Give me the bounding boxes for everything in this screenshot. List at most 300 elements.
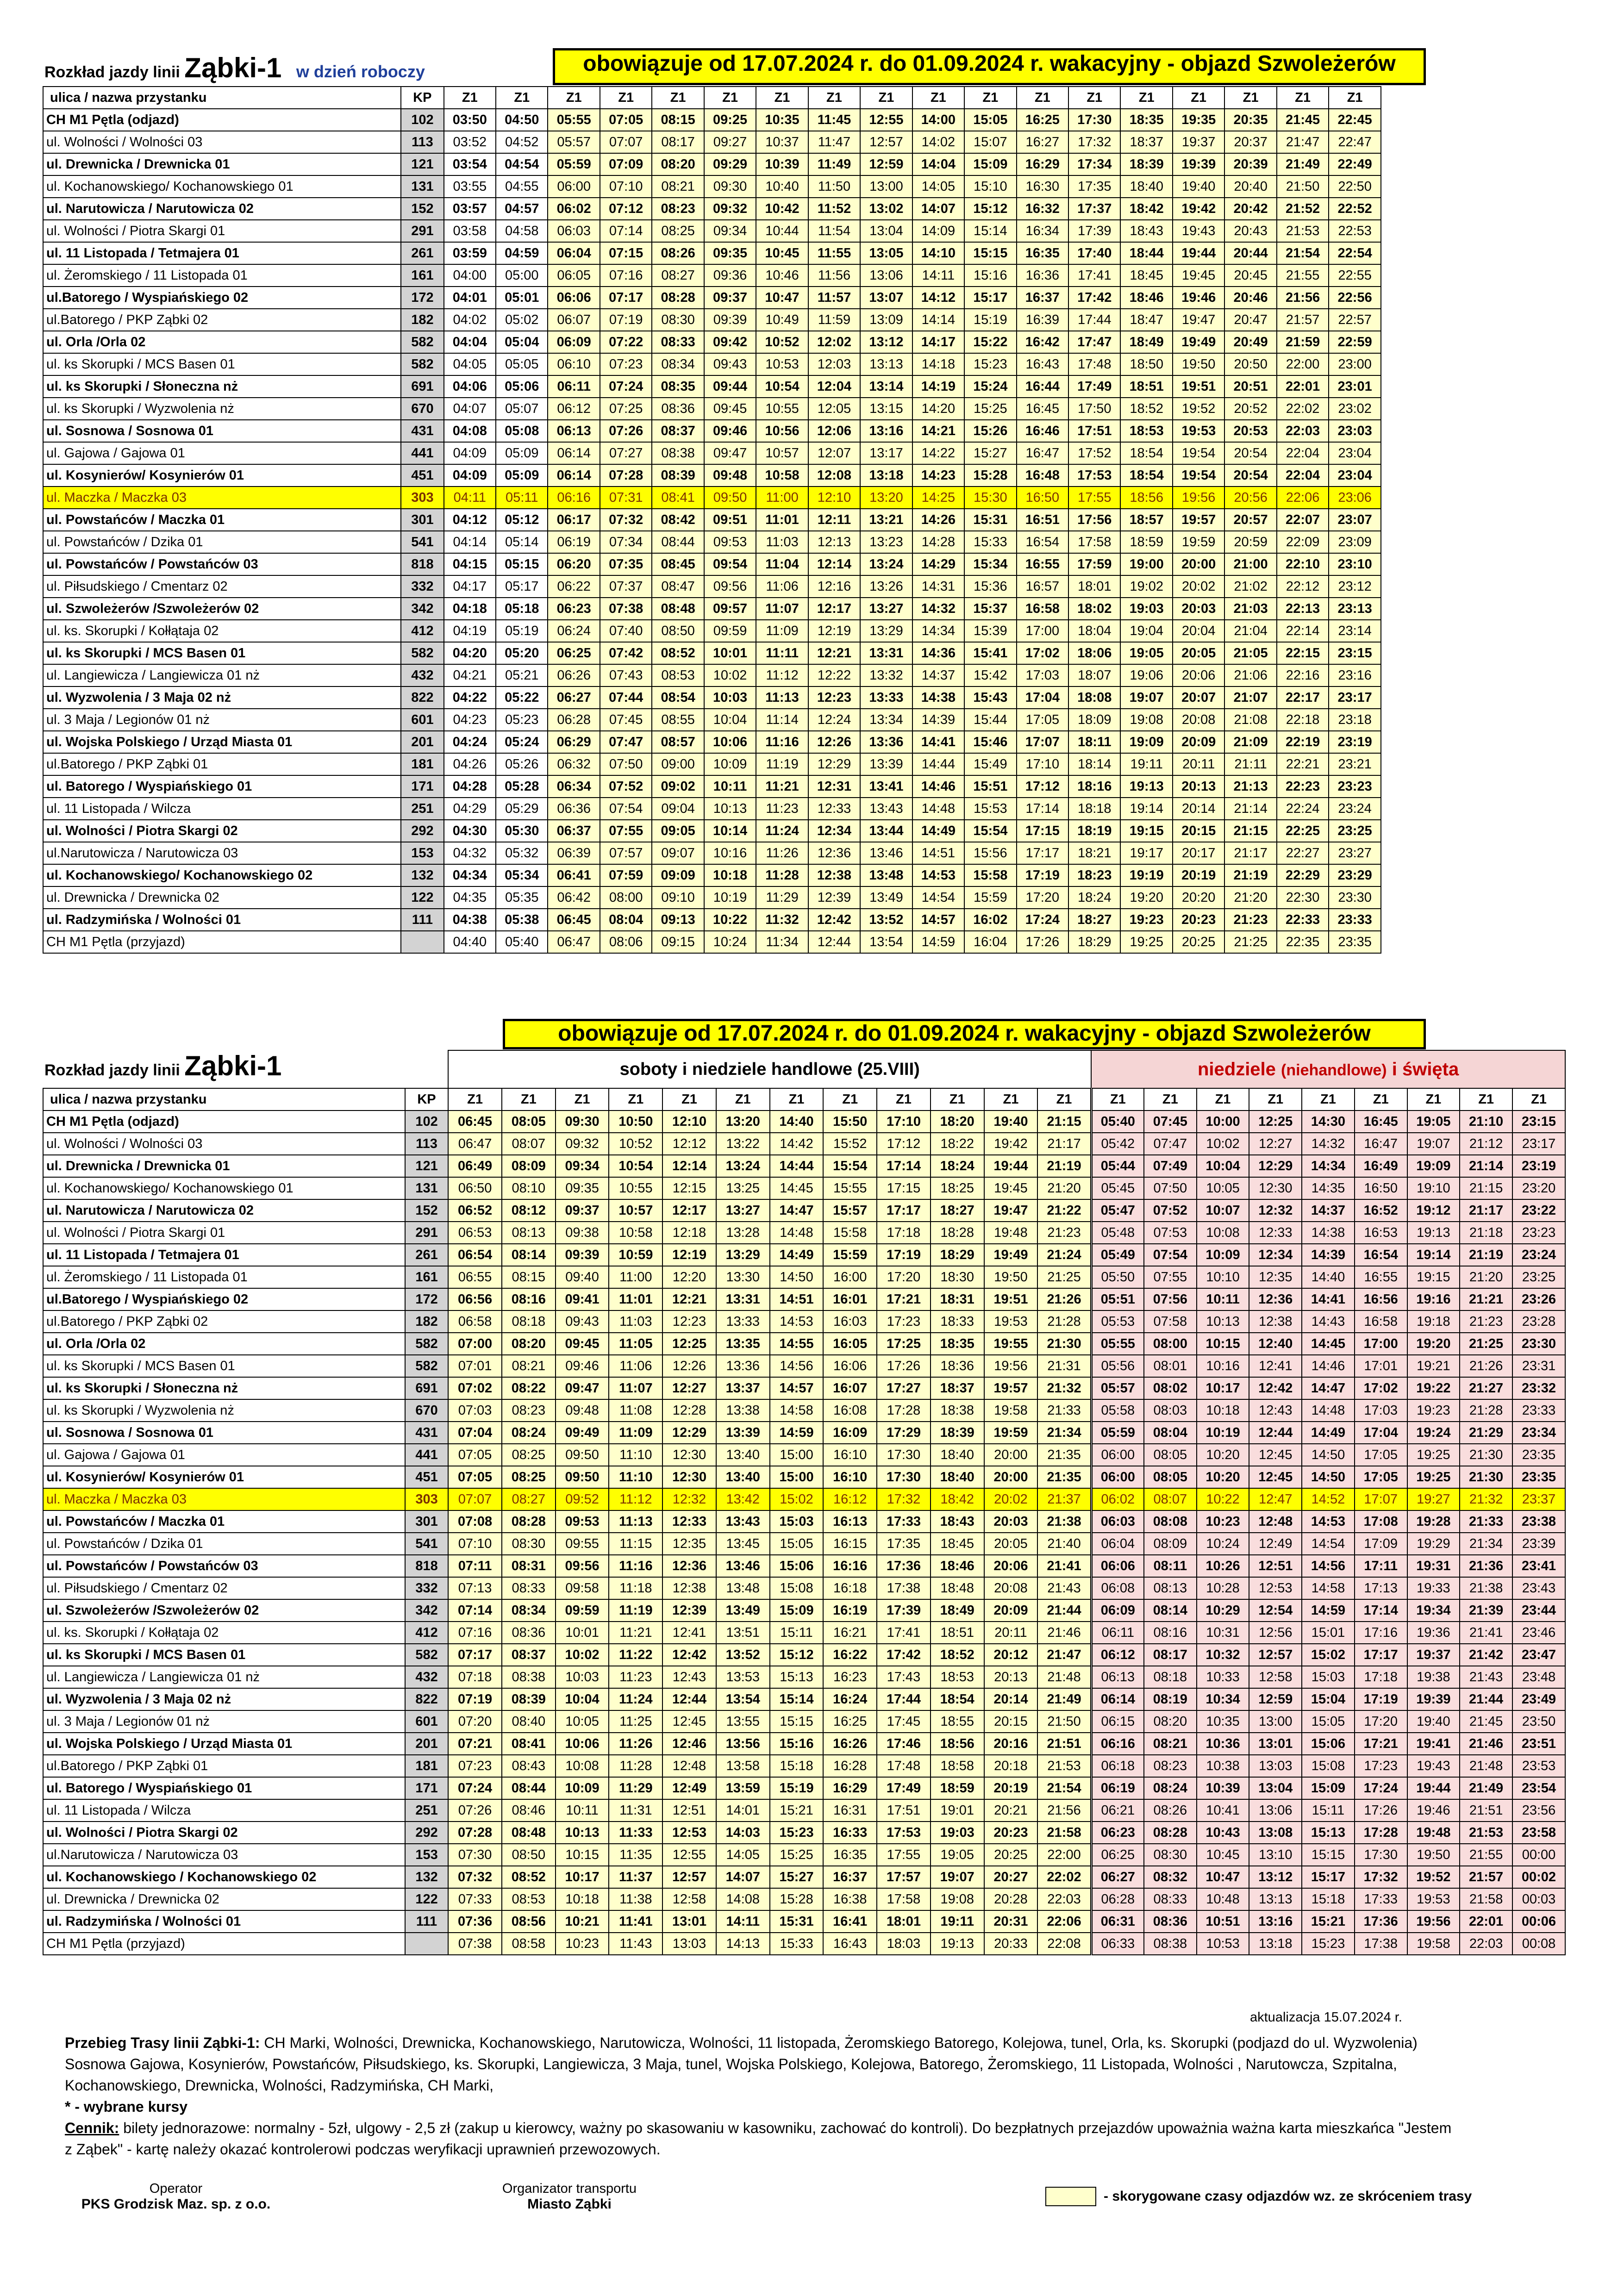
sunday-departure-time: 05:57 xyxy=(1091,1377,1144,1399)
departure-time: 18:11 xyxy=(1068,731,1120,753)
stop-kp: 822 xyxy=(401,686,443,709)
line-name: Ząbki-1 xyxy=(184,1050,282,1081)
departure-time: 11:52 xyxy=(808,198,860,220)
departure-time: 13:44 xyxy=(860,820,912,842)
departure-time: 15:44 xyxy=(964,709,1016,731)
departure-time: 20:54 xyxy=(1224,442,1276,464)
departure-time: 14:25 xyxy=(912,487,964,509)
sunday-departure-time: 12:32 xyxy=(1249,1199,1302,1222)
sunday-departure-time: 12:30 xyxy=(1249,1177,1302,1199)
saturday-departure-time: 15:00 xyxy=(770,1466,824,1488)
departure-time: 09:25 xyxy=(704,109,756,131)
saturday-departure-time: 18:27 xyxy=(931,1199,984,1222)
departure-time: 13:27 xyxy=(860,598,912,620)
departure-time: 19:59 xyxy=(1173,531,1224,553)
departure-time: 04:04 xyxy=(444,331,496,353)
saturday-departure-time: 10:11 xyxy=(556,1799,609,1822)
saturday-departure-time: 20:25 xyxy=(984,1844,1038,1866)
weekday-title xyxy=(44,52,425,84)
departure-time: 18:40 xyxy=(1120,175,1172,198)
departure-time: 12:19 xyxy=(808,620,860,642)
departure-time: 04:20 xyxy=(444,642,496,664)
sunday-departure-time: 06:06 xyxy=(1091,1555,1144,1577)
sunday-departure-time: 07:56 xyxy=(1144,1288,1197,1310)
saturday-departure-time: 18:51 xyxy=(931,1622,984,1644)
saturday-departure-time: 18:03 xyxy=(877,1933,931,1955)
stop-name: ul.Batorego / Wyspiańskiego 02 xyxy=(43,1288,405,1310)
departure-time: 12:06 xyxy=(808,420,860,442)
stop-kp: 131 xyxy=(401,175,443,198)
departure-time: 06:41 xyxy=(548,864,600,886)
departure-time: 23:24 xyxy=(1329,798,1381,820)
stop-kp: 691 xyxy=(405,1377,448,1399)
saturday-departure-time: 17:49 xyxy=(877,1777,931,1799)
table-row xyxy=(43,575,1381,598)
sunday-departure-time: 19:46 xyxy=(1407,1799,1460,1822)
table-row xyxy=(43,109,1381,131)
saturday-departure-time: 16:19 xyxy=(823,1599,877,1622)
stop-name: ul. ks Skorupki / Słoneczna nż xyxy=(43,1377,405,1399)
sunday-departure-time: 08:09 xyxy=(1144,1533,1197,1555)
departure-time: 16:39 xyxy=(1017,309,1068,331)
sunday-departure-time: 16:58 xyxy=(1355,1310,1407,1333)
saturday-departure-time: 12:43 xyxy=(662,1666,716,1688)
departure-time: 21:17 xyxy=(1224,842,1276,864)
sunday-departure-time: 15:08 xyxy=(1302,1755,1355,1777)
departure-time: 18:44 xyxy=(1120,242,1172,264)
departure-time: 05:32 xyxy=(496,842,548,864)
departure-time: 05:14 xyxy=(496,531,548,553)
saturday-departure-time: 15:50 xyxy=(823,1111,877,1133)
departure-time: 11:12 xyxy=(756,664,808,686)
departure-time: 08:52 xyxy=(652,642,704,664)
saturday-departure-time: 12:14 xyxy=(662,1155,716,1177)
table-row xyxy=(43,1555,1565,1577)
sunday-departure-time: 10:26 xyxy=(1197,1555,1249,1577)
stop-name: ul. Wolności / Piotra Skargi 02 xyxy=(43,1822,405,1844)
departure-time: 22:24 xyxy=(1277,798,1329,820)
sunday-departure-time: 23:38 xyxy=(1512,1510,1565,1533)
operator-name: PKS Grodzisk Maz. sp. z o.o. xyxy=(81,2196,271,2212)
sunday-departure-time: 06:09 xyxy=(1091,1599,1144,1622)
saturday-departure-time: 08:12 xyxy=(502,1199,556,1222)
departure-time: 16:02 xyxy=(964,909,1016,931)
sunday-departure-time: 23:56 xyxy=(1512,1799,1565,1822)
departure-time: 05:34 xyxy=(496,864,548,886)
departure-time: 11:01 xyxy=(756,509,808,531)
validity-banner: obowiązuje od 17.07.2024 r. do 01.09.2024 r. wakacyjny - objazd Szwoleżerów xyxy=(553,48,1426,85)
sunday-departure-time: 14:40 xyxy=(1302,1266,1355,1288)
departure-time: 08:26 xyxy=(652,242,704,264)
sunday-departure-time: 15:06 xyxy=(1302,1733,1355,1755)
departure-time: 06:28 xyxy=(548,709,600,731)
departure-time: 08:23 xyxy=(652,198,704,220)
departure-time: 06:23 xyxy=(548,598,600,620)
sunday-departure-time: 13:13 xyxy=(1249,1888,1302,1910)
departure-time: 04:07 xyxy=(444,398,496,420)
departure-time: 14:17 xyxy=(912,331,964,353)
stop-name: ul. Powstańców / Powstańców 03 xyxy=(43,553,401,575)
sunday-departure-time: 08:19 xyxy=(1144,1688,1197,1710)
price-label: Cennik: xyxy=(65,2120,119,2136)
table-row xyxy=(43,731,1381,753)
departure-time: 14:10 xyxy=(912,242,964,264)
departure-time: 22:16 xyxy=(1277,664,1329,686)
sunday-departure-time: 17:05 xyxy=(1355,1466,1407,1488)
departure-time: 04:29 xyxy=(444,798,496,820)
departure-time: 08:30 xyxy=(652,309,704,331)
departure-time: 22:25 xyxy=(1277,820,1329,842)
saturday-departure-time: 20:03 xyxy=(984,1510,1038,1533)
departure-time: 23:01 xyxy=(1329,375,1381,398)
table-row xyxy=(43,353,1381,375)
sunday-departure-time: 08:28 xyxy=(1144,1822,1197,1844)
departure-time: 05:55 xyxy=(548,109,600,131)
saturday-departure-time: 14:08 xyxy=(716,1888,770,1910)
departure-time: 09:59 xyxy=(704,620,756,642)
sunday-departure-time: 10:07 xyxy=(1197,1199,1249,1222)
saturday-departure-time: 18:48 xyxy=(931,1577,984,1599)
departure-time: 19:19 xyxy=(1120,864,1172,886)
saturday-departure-time: 16:00 xyxy=(823,1266,877,1288)
line-name: Ząbki-1 xyxy=(184,52,282,83)
saturday-departure-time: 09:39 xyxy=(556,1244,609,1266)
stop-kp: 181 xyxy=(405,1755,448,1777)
departure-time: 22:47 xyxy=(1329,131,1381,153)
departure-time: 13:33 xyxy=(860,686,912,709)
sunday-departure-time: 21:48 xyxy=(1460,1755,1512,1777)
departure-time: 21:45 xyxy=(1277,109,1329,131)
table-row xyxy=(43,1622,1565,1644)
saturday-departure-time: 16:24 xyxy=(823,1688,877,1710)
departure-time: 20:13 xyxy=(1173,775,1224,798)
departure-time: 17:35 xyxy=(1068,175,1120,198)
saturday-departure-time: 07:02 xyxy=(448,1377,502,1399)
saturday-departure-time: 10:04 xyxy=(556,1688,609,1710)
stop-kp: 451 xyxy=(401,464,443,487)
departure-time: 12:38 xyxy=(808,864,860,886)
departure-time: 07:22 xyxy=(600,331,652,353)
saturday-departure-time: 20:21 xyxy=(984,1799,1038,1822)
sunday-departure-time: 05:40 xyxy=(1091,1111,1144,1133)
departure-time: 18:49 xyxy=(1120,331,1172,353)
saturday-departure-time: 11:22 xyxy=(609,1644,662,1666)
trip-header: Z1 xyxy=(496,87,548,109)
stop-name: ul. Żeromskiego / 11 Listopada 01 xyxy=(43,1266,405,1288)
stop-kp: 342 xyxy=(401,598,443,620)
departure-time: 15:58 xyxy=(964,864,1016,886)
stop-name: ul. Sosnowa / Sosnowa 01 xyxy=(43,1422,405,1444)
organizer-block xyxy=(463,2181,676,2212)
departure-time: 20:03 xyxy=(1173,598,1224,620)
departure-time: 07:59 xyxy=(600,864,652,886)
departure-time: 07:26 xyxy=(600,420,652,442)
saturday-departure-time: 20:28 xyxy=(984,1888,1038,1910)
sunday-departure-time: 13:16 xyxy=(1249,1910,1302,1933)
departure-time: 08:36 xyxy=(652,398,704,420)
saturday-departure-time: 18:31 xyxy=(931,1288,984,1310)
table-row xyxy=(43,1599,1565,1622)
departure-time: 11:26 xyxy=(756,842,808,864)
table-row xyxy=(43,1444,1565,1466)
departure-time: 11:49 xyxy=(808,153,860,175)
stop-kp: 303 xyxy=(405,1488,448,1510)
saturday-departure-time: 13:22 xyxy=(716,1133,770,1155)
stop-kp: 332 xyxy=(405,1577,448,1599)
saturday-departure-time: 06:55 xyxy=(448,1266,502,1288)
sunday-departure-time: 06:31 xyxy=(1091,1910,1144,1933)
departure-time: 07:07 xyxy=(600,131,652,153)
departure-time: 13:48 xyxy=(860,864,912,886)
sunday-departure-time: 14:32 xyxy=(1302,1133,1355,1155)
saturday-departure-time: 07:00 xyxy=(448,1333,502,1355)
departure-time: 18:24 xyxy=(1068,886,1120,909)
saturday-departure-time: 18:59 xyxy=(931,1777,984,1799)
sunday-departure-time: 16:53 xyxy=(1355,1222,1407,1244)
departure-time: 08:41 xyxy=(652,487,704,509)
departure-time: 13:52 xyxy=(860,909,912,931)
saturday-departure-time: 14:03 xyxy=(716,1822,770,1844)
sunday-departure-time: 00:08 xyxy=(1512,1933,1565,1955)
table-row xyxy=(43,709,1381,731)
saturday-departure-time: 17:41 xyxy=(877,1622,931,1644)
sunday-departure-time: 14:37 xyxy=(1302,1199,1355,1222)
sunday-departure-time: 21:51 xyxy=(1460,1799,1512,1822)
departure-time: 12:07 xyxy=(808,442,860,464)
saturday-departure-time: 16:43 xyxy=(823,1933,877,1955)
saturday-departure-time: 18:55 xyxy=(931,1710,984,1733)
stop-name: ul. Żeromskiego / 11 Listopada 01 xyxy=(43,264,401,287)
saturday-departure-time: 11:41 xyxy=(609,1910,662,1933)
stop-name: ul. Wolności / Piotra Skargi 01 xyxy=(43,220,401,242)
saturday-departure-time: 08:30 xyxy=(502,1533,556,1555)
saturday-departure-time: 21:30 xyxy=(1037,1333,1091,1355)
departure-time: 21:04 xyxy=(1224,620,1276,642)
departure-time: 04:08 xyxy=(444,420,496,442)
departure-time: 12:42 xyxy=(808,909,860,931)
departure-time: 04:54 xyxy=(496,153,548,175)
saturday-departure-time: 21:49 xyxy=(1037,1688,1091,1710)
sunday-departure-time: 23:17 xyxy=(1512,1133,1565,1155)
saturday-departure-time: 15:18 xyxy=(770,1755,824,1777)
saturday-departure-time: 08:28 xyxy=(502,1510,556,1533)
departure-time: 08:39 xyxy=(652,464,704,487)
stop-kp: 102 xyxy=(401,109,443,131)
departure-time: 07:28 xyxy=(600,464,652,487)
departure-time: 06:27 xyxy=(548,686,600,709)
saturday-departure-time: 10:52 xyxy=(609,1133,662,1155)
sunday-departure-time: 19:34 xyxy=(1407,1599,1460,1622)
saturday-departure-time: 08:43 xyxy=(502,1755,556,1777)
stop-name: ul. Radzymińska / Wolności 01 xyxy=(43,1910,405,1933)
departure-time: 16:30 xyxy=(1017,175,1068,198)
departure-time: 12:21 xyxy=(808,642,860,664)
saturday-departure-time: 13:35 xyxy=(716,1333,770,1355)
saturday-departure-time: 06:47 xyxy=(448,1133,502,1155)
departure-time: 13:09 xyxy=(860,309,912,331)
departure-time: 18:51 xyxy=(1120,375,1172,398)
sunday-departure-time: 12:34 xyxy=(1249,1244,1302,1266)
departure-time: 20:17 xyxy=(1173,842,1224,864)
saturday-departure-time: 09:52 xyxy=(556,1488,609,1510)
sunday-departure-time: 06:25 xyxy=(1091,1844,1144,1866)
sunday-departure-time: 14:52 xyxy=(1302,1488,1355,1510)
stop-kp: 432 xyxy=(401,664,443,686)
sunday-departure-time: 22:03 xyxy=(1460,1933,1512,1955)
sunday-departure-time: 21:53 xyxy=(1460,1822,1512,1844)
table-row xyxy=(43,1755,1565,1777)
saturday-departure-time: 17:42 xyxy=(877,1644,931,1666)
saturday-departure-time: 12:26 xyxy=(662,1355,716,1377)
saturday-departure-time: 21:32 xyxy=(1037,1377,1091,1399)
departure-time: 06:07 xyxy=(548,309,600,331)
departure-time: 03:55 xyxy=(444,175,496,198)
departure-time: 10:44 xyxy=(756,220,808,242)
saturday-departure-time: 08:39 xyxy=(502,1688,556,1710)
departure-time: 09:10 xyxy=(652,886,704,909)
sunday-departure-time: 12:27 xyxy=(1249,1133,1302,1155)
saturday-departure-time: 18:01 xyxy=(877,1910,931,1933)
stop-kp xyxy=(405,1933,448,1955)
departure-time: 06:42 xyxy=(548,886,600,909)
sunday-departure-time: 17:16 xyxy=(1355,1622,1407,1644)
stop-name: CH M1 Pętla (przyjazd) xyxy=(43,931,401,953)
stop-kp: 291 xyxy=(401,220,443,242)
saturday-departure-time: 14:58 xyxy=(770,1399,824,1422)
departure-time: 15:54 xyxy=(964,820,1016,842)
sunday-departure-time: 21:46 xyxy=(1460,1733,1512,1755)
departure-time: 17:58 xyxy=(1068,531,1120,553)
stop-name: ul.Batorego / PKP Ząbki 02 xyxy=(43,1310,405,1333)
departure-time: 23:03 xyxy=(1329,420,1381,442)
saturday-departure-time: 09:45 xyxy=(556,1333,609,1355)
saturday-departure-time: 20:00 xyxy=(984,1444,1038,1466)
departure-time: 18:14 xyxy=(1068,753,1120,775)
saturday-departure-time: 12:35 xyxy=(662,1533,716,1555)
sunday-departure-time: 07:49 xyxy=(1144,1155,1197,1177)
sunday-departure-time: 17:11 xyxy=(1355,1555,1407,1577)
departure-time: 13:06 xyxy=(860,264,912,287)
departure-time: 05:59 xyxy=(548,153,600,175)
day-type: w dzień roboczy xyxy=(296,62,425,81)
sunday-departure-time: 19:41 xyxy=(1407,1733,1460,1755)
departure-time: 14:44 xyxy=(912,753,964,775)
sunday-departure-time: 23:41 xyxy=(1512,1555,1565,1577)
saturday-departure-time: 21:35 xyxy=(1037,1444,1091,1466)
sunday-departure-time: 13:04 xyxy=(1249,1777,1302,1799)
table-row xyxy=(43,1111,1565,1133)
departure-time: 04:57 xyxy=(496,198,548,220)
stop-kp: 152 xyxy=(405,1199,448,1222)
departure-time: 04:28 xyxy=(444,775,496,798)
departure-time: 20:44 xyxy=(1224,242,1276,264)
sunday-departure-time: 06:14 xyxy=(1091,1688,1144,1710)
departure-time: 07:27 xyxy=(600,442,652,464)
sunday-departure-time: 12:45 xyxy=(1249,1444,1302,1466)
saturday-departure-time: 10:17 xyxy=(556,1866,609,1888)
departure-time: 13:12 xyxy=(860,331,912,353)
stop-name: ul. Batorego / Wyspiańskiego 01 xyxy=(43,775,401,798)
departure-time: 12:59 xyxy=(860,153,912,175)
departure-time: 20:56 xyxy=(1224,487,1276,509)
stop-kp: 111 xyxy=(405,1910,448,1933)
departure-time: 16:55 xyxy=(1017,553,1068,575)
departure-time: 10:57 xyxy=(756,442,808,464)
sunday-departure-time: 15:17 xyxy=(1302,1866,1355,1888)
saturday-departure-time: 06:52 xyxy=(448,1199,502,1222)
departure-time: 13:17 xyxy=(860,442,912,464)
stop-kp: 292 xyxy=(405,1822,448,1844)
departure-time: 13:16 xyxy=(860,420,912,442)
sunday-departure-time: 16:49 xyxy=(1355,1155,1407,1177)
saturday-departure-time: 10:13 xyxy=(556,1822,609,1844)
sunday-departure-time: 19:05 xyxy=(1407,1111,1460,1133)
departure-time: 19:54 xyxy=(1173,464,1224,487)
saturday-departure-time: 07:24 xyxy=(448,1777,502,1799)
saturday-departure-time: 21:24 xyxy=(1037,1244,1091,1266)
stop-kp: 332 xyxy=(401,575,443,598)
saturday-departure-time: 09:38 xyxy=(556,1222,609,1244)
departure-time: 07:31 xyxy=(600,487,652,509)
stop-kp: 582 xyxy=(405,1333,448,1355)
departure-time: 21:49 xyxy=(1277,153,1329,175)
sunday-departure-time: 14:47 xyxy=(1302,1377,1355,1399)
saturday-departure-time: 18:20 xyxy=(931,1111,984,1133)
stop-kp: 132 xyxy=(405,1866,448,1888)
departure-time: 14:12 xyxy=(912,287,964,309)
saturday-departure-time: 08:16 xyxy=(502,1288,556,1310)
departure-time: 08:44 xyxy=(652,531,704,553)
sunday-departure-time: 23:28 xyxy=(1512,1310,1565,1333)
departure-time: 05:07 xyxy=(496,398,548,420)
departure-time: 15:09 xyxy=(964,153,1016,175)
stop-kp: 291 xyxy=(405,1222,448,1244)
departure-time: 20:07 xyxy=(1173,686,1224,709)
saturday-departure-time: 13:20 xyxy=(716,1111,770,1133)
saturday-departure-time: 15:15 xyxy=(770,1710,824,1733)
saturday-departure-time: 08:53 xyxy=(502,1888,556,1910)
saturday-departure-time: 08:18 xyxy=(502,1310,556,1333)
sunday-departure-time: 10:08 xyxy=(1197,1222,1249,1244)
departure-time: 19:52 xyxy=(1173,398,1224,420)
sunday-departure-time: 06:03 xyxy=(1091,1510,1144,1533)
saturday-trip-header: Z1 xyxy=(502,1088,556,1111)
departure-time: 10:18 xyxy=(704,864,756,886)
saturday-departure-time: 13:30 xyxy=(716,1266,770,1288)
sunday-departure-time: 05:55 xyxy=(1091,1333,1144,1355)
departure-time: 14:57 xyxy=(912,909,964,931)
departure-time: 15:26 xyxy=(964,420,1016,442)
sunday-departure-time: 06:15 xyxy=(1091,1710,1144,1733)
sunday-departure-time: 14:50 xyxy=(1302,1466,1355,1488)
saturday-departure-time: 08:21 xyxy=(502,1355,556,1377)
sunday-departure-time: 10:31 xyxy=(1197,1622,1249,1644)
saturday-departure-time: 11:28 xyxy=(609,1755,662,1777)
departure-time: 06:16 xyxy=(548,487,600,509)
saturday-departure-time: 14:50 xyxy=(770,1266,824,1288)
sunday-departure-time: 21:21 xyxy=(1460,1288,1512,1310)
saturday-departure-time: 08:52 xyxy=(502,1866,556,1888)
stop-name: ul. Wolności / Piotra Skargi 01 xyxy=(43,1222,405,1244)
sunday-departure-time: 14:41 xyxy=(1302,1288,1355,1310)
sunday-departure-time: 15:03 xyxy=(1302,1666,1355,1688)
saturday-departure-time: 13:53 xyxy=(716,1666,770,1688)
departure-time: 13:46 xyxy=(860,842,912,864)
departure-time: 16:57 xyxy=(1017,575,1068,598)
sunday-departure-time: 17:01 xyxy=(1355,1355,1407,1377)
table-row xyxy=(43,1644,1565,1666)
saturday-departure-time: 15:33 xyxy=(770,1933,824,1955)
